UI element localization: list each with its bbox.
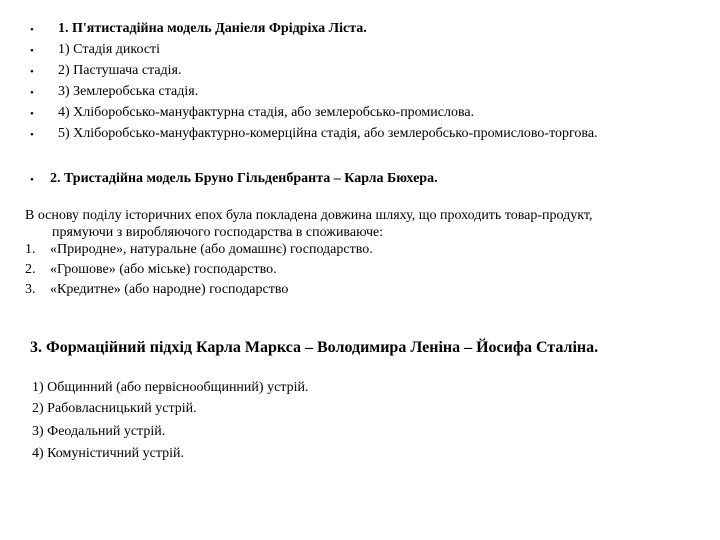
list-item: 1) Общинний (або первіснообщинний) устрій.: [32, 380, 309, 395]
bullet-marker: •: [30, 108, 34, 120]
list-number: 1.: [25, 242, 36, 257]
bullet-marker: •: [30, 87, 34, 99]
list-number: 2.: [25, 262, 36, 277]
list-item: 4) Комуністичний устрій.: [32, 446, 185, 461]
section-3-title: 3. Формаційний підхід Карла Маркса – Володимира Леніна – Йосифа Сталіна.: [30, 339, 599, 356]
section-2-intro: В основу поділу історичних епох була покладена довжина шляху, що проходить товар-продукт,: [25, 208, 593, 223]
list-number: 3.: [25, 282, 36, 297]
list-item: 3) Феодальний устрій.: [32, 424, 166, 439]
section-1-title: 1. П'ятистадійна модель Даніеля Фрідріха Ліста.: [58, 21, 367, 36]
bullet-marker: •: [30, 45, 34, 57]
list-item: 5) Хліборобсько-мануфактурно-комерційна стадія, або землеробсько-промислово-торгова.: [58, 126, 598, 141]
list-item: «Природне», натуральне (або домашнє) господарство.: [50, 242, 373, 257]
list-item: 1) Стадія дикості: [58, 42, 161, 57]
bullet-marker: •: [30, 24, 34, 36]
list-item: «Кредитне» (або народне) господарство: [50, 282, 289, 297]
list-item: 4) Хліборобсько-мануфактурна стадія, або землеробсько-промислова.: [58, 105, 475, 120]
list-item: 3) Землеробська стадія.: [58, 84, 199, 99]
bullet-marker: •: [30, 66, 34, 78]
section-2-intro-continued: прямуючи з виробляючого господарства в споживаюче:: [52, 225, 384, 240]
list-item: «Грошове» (або міське) господарство.: [50, 262, 277, 277]
list-item: 2) Пастушача стадія.: [58, 63, 182, 78]
list-item: 2) Рабовласницький устрій.: [32, 401, 197, 416]
bullet-marker: •: [30, 129, 34, 141]
bullet-marker: •: [30, 174, 34, 186]
section-2-title: 2. Тристадійна модель Бруно Гільденбранта – Карла Бюхера.: [50, 171, 438, 186]
